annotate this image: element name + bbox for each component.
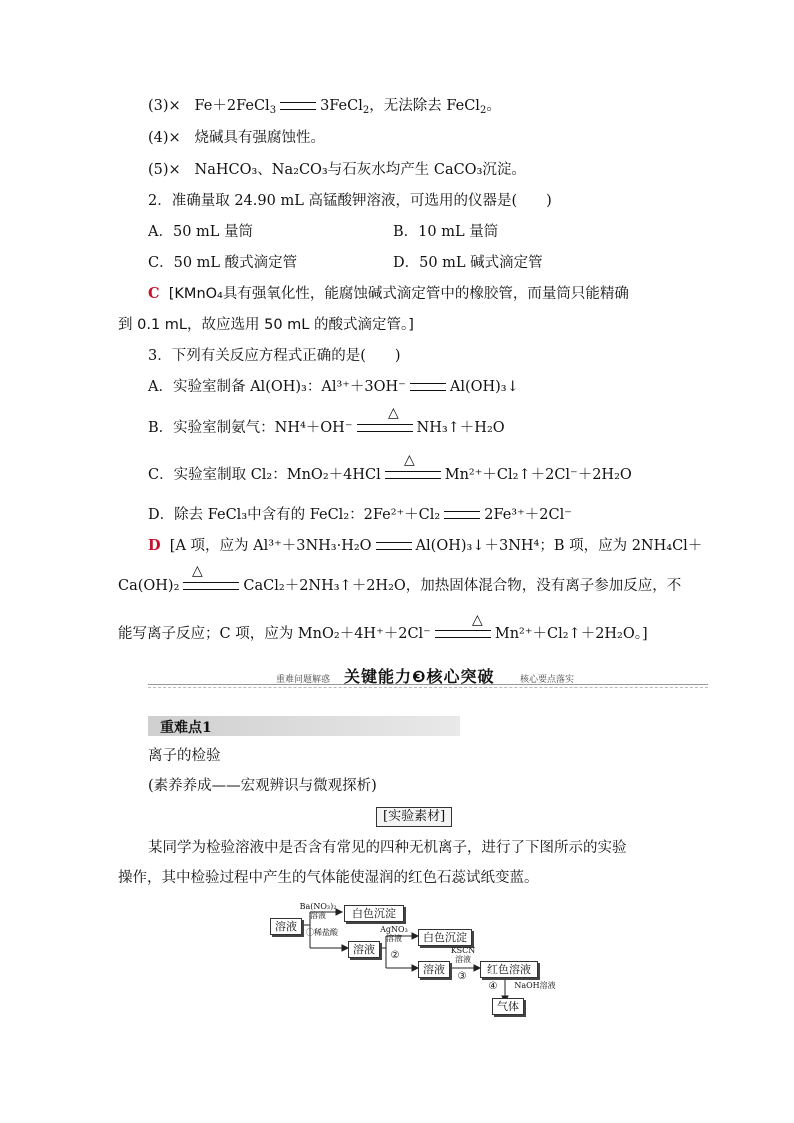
box-white-ppt-2: 白色沉淀 [418,929,472,946]
explanation-text: Al(OH)₃↓＋3NH⁴；B 项，应为 2NH₄Cl＋ [415,538,703,554]
question-3-stem: 3．下列有关反应方程式正确的是( ) [148,348,401,364]
step-3: ③ [457,971,467,982]
equation-right: NH₃↑＋H₂O [416,420,505,436]
subscript: 2 [479,105,487,116]
equation-left: D．除去 FeCl₃中含有的 FeCl₂：2Fe²⁺＋Cl₂ [148,507,441,523]
item-text-end: 。 [486,98,501,114]
item-mark: (3)× [148,98,181,114]
option-d: D．50 mL 碱式滴定管 [393,255,543,271]
reagent-3-bottom: 溶液 [455,955,471,964]
box-white-ppt-1: 白色沉淀 [344,905,404,922]
explanation-text: [A 项，应为 Al³⁺＋3NH₃·H₂O [169,538,372,554]
answer-letter: D [148,537,161,554]
reagent-3-top: KSCN [450,946,476,955]
q2-explanation-line-2: 到 0.1 mL，故应选用 50 mL 的酸式滴定管。] [118,317,414,333]
reagent-2 [374,925,414,943]
explanation-text: 能写离子反应；C 项，应为 MnO₂＋4H⁺＋2Cl⁻ [118,626,431,642]
heat-symbol: △ [472,612,483,628]
equation-right: 2Fe³⁺＋2Cl⁻ [484,507,572,523]
explanation-text: Ca(OH)₂ [118,578,180,594]
step-2: ② [390,950,400,961]
heat-symbol: △ [388,405,399,421]
box-gas: 气体 [492,998,524,1015]
explanation-text: [KMnO₄具有强氧化性，能腐蚀碱式滴定管中的橡胶管，而量筒只能精确 [168,286,629,302]
step-4: ④ [488,981,498,992]
reagent-4: NaOH溶液 [514,981,556,990]
option-b: B．10 mL 量筒 [393,224,499,240]
equation-left: B．实验室制氨气：NH⁴＋OH⁻ [148,420,353,436]
item-mark: (5)× [148,162,181,178]
item-text: 烧碱具有强腐蚀性。 [194,130,326,146]
box-solution-3: 溶液 [418,961,450,978]
step-1: ①稀盐酸 [306,928,338,937]
reagent-2-top: AgNO₃ [380,925,408,934]
heat-symbol: △ [192,563,203,579]
key-point-label: 重难点1 [160,720,212,736]
box-red-solution: 红色溶液 [480,961,538,978]
banner-left-text: 重难问题解惑 [276,675,331,685]
section-subtitle: (素养养成——宏观辨识与微观探析) [148,778,377,794]
reagent-3 [446,946,480,964]
reagent-1-bottom: 溶液 [310,911,326,920]
option-a: A．50 mL 量筒 [148,224,254,240]
paragraph-line-1: 某同学为检验溶液中是否含有常见的四种无机离子，进行了下图所示的实验 [148,840,627,856]
equation-left: Fe＋2FeCl [194,98,270,114]
subscript: 2 [362,105,370,116]
equation-right: 3FeCl [320,98,363,114]
box-solution: 溶液 [270,918,302,935]
explanation-text: CaCl₂＋2NH₃↑＋2H₂O，加热固体混合物，没有离子参加反应，不 [243,578,682,594]
item-mark: (4)× [148,130,181,146]
heat-symbol: △ [404,452,415,468]
box-solution-2: 溶液 [348,941,380,958]
section-title: 离子的检验 [148,748,221,764]
question-2-stem: 2．准确量取 24.90 mL 高锰酸钾溶液，可选用的仪器是( ) [148,193,552,209]
option-c: C．50 mL 酸式滴定管 [148,255,298,271]
material-label: [实验素材] [376,807,452,827]
equation-right: Al(OH)₃↓ [449,379,519,395]
reagent-2-bottom: 溶液 [386,934,402,943]
equation-left: A．实验室制备 Al(OH)₃：Al³⁺＋3OH⁻ [148,379,406,395]
subscript: 3 [269,105,277,116]
banner-title: 关键能力❸核心突破 [344,667,495,686]
equation-right: Mn²⁺＋Cl₂↑＋2Cl⁻＋2H₂O [444,467,632,483]
answer-letter: C [148,285,160,302]
equation-left: C．实验室制取 Cl₂：MnO₂＋4HCl [148,467,381,483]
explanation-text: Mn²⁺＋Cl₂↑＋2H₂O。] [494,626,648,642]
reagent-1-top: Ba(NO₃)₂ [299,902,337,911]
paragraph-line-2: 操作，其中检验过程中产生的气体能使湿润的红色石蕊试纸变蓝。 [118,870,539,886]
item-text: NaHCO₃、Na₂CO₃与石灰水均产生 CaCO₃沉淀。 [194,162,526,178]
reagent-1 [298,902,338,920]
item-text: ，无法除去 FeCl [369,98,480,114]
banner-right-text: 核心要点落实 [520,675,575,685]
